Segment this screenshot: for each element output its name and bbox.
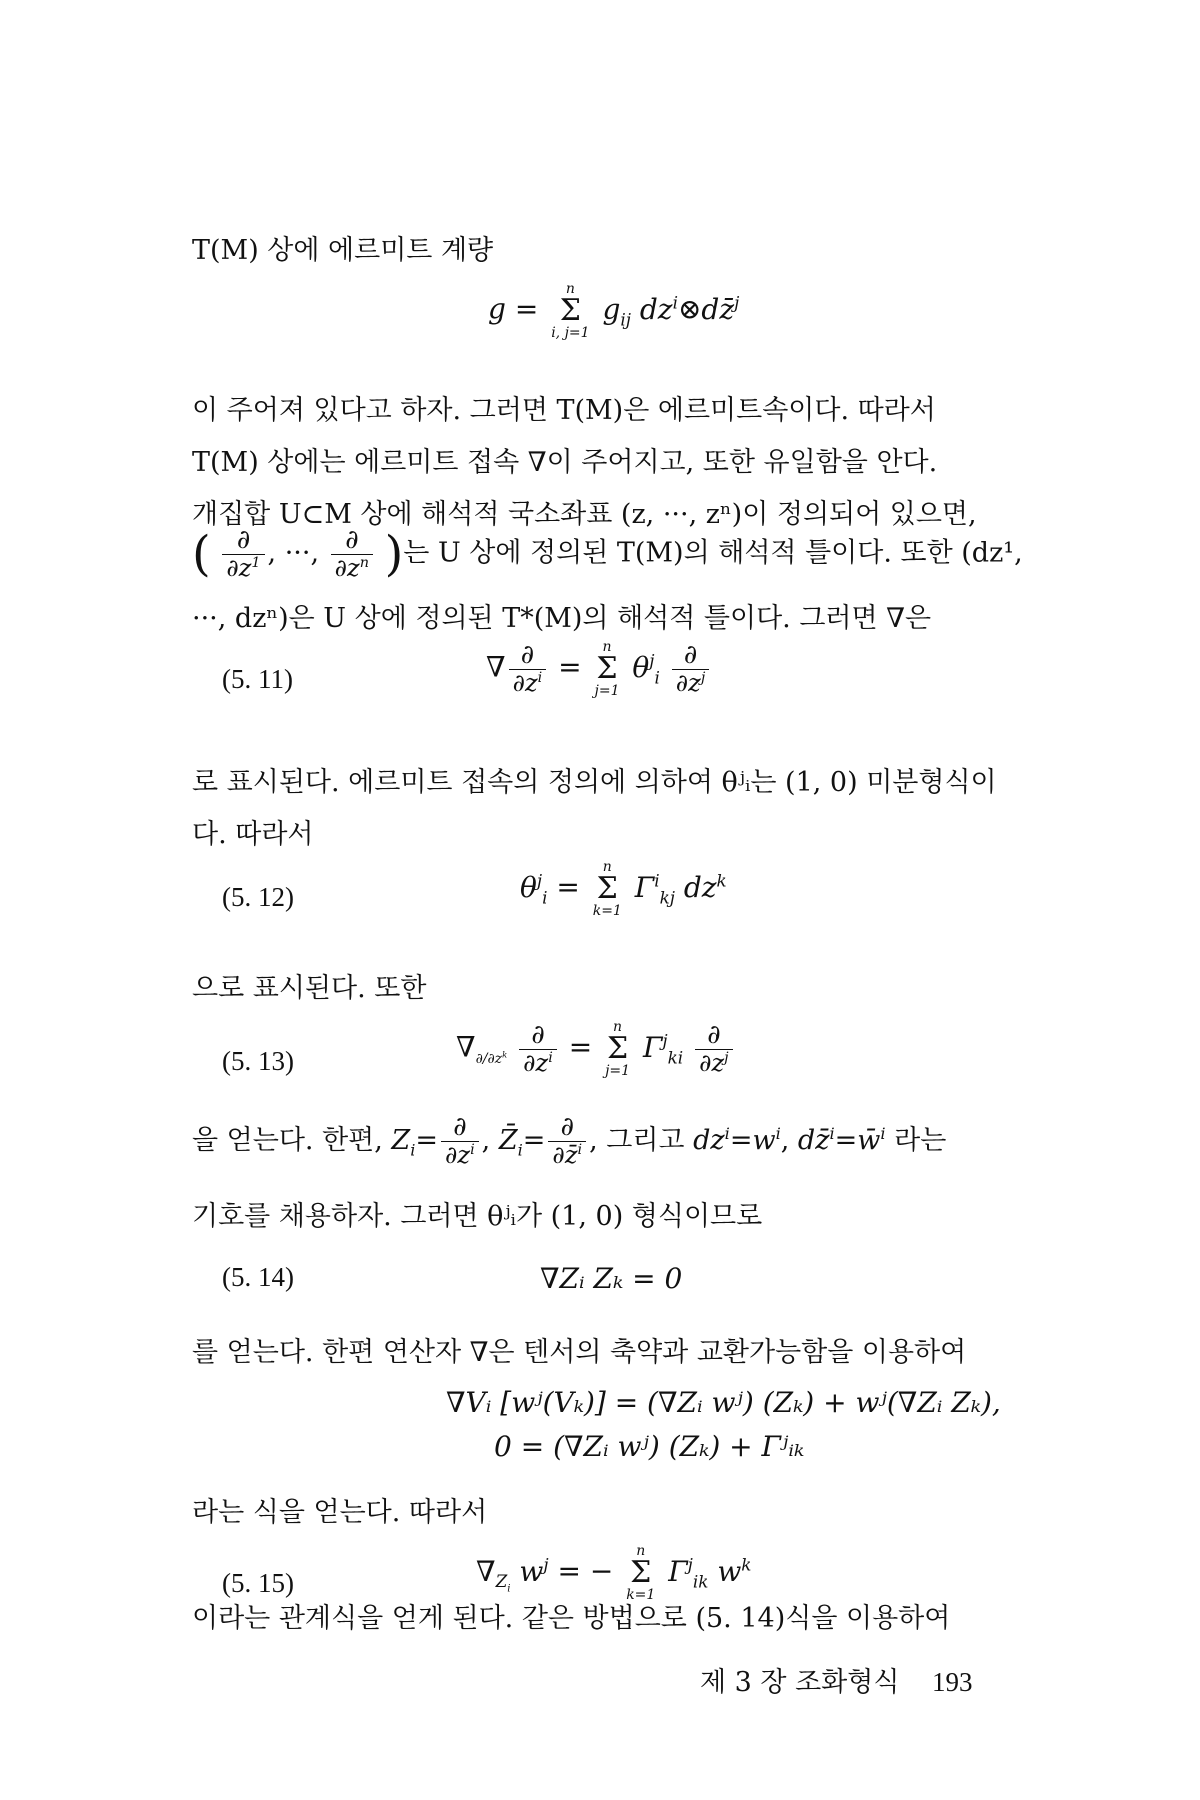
text-line: 기호를 채용하자. 그러면 θʲᵢ가 (1, 0) 형식이므로: [192, 1201, 763, 1232]
contraction-equation-1: ∇Vᵢ [wʲ(Vₖ)] = (∇Zᵢ wʲ) (Zₖ) + wʲ(∇Zᵢ Zₖ),: [446, 1386, 1001, 1419]
text-segment: 을 얻는다. 한편,: [192, 1124, 383, 1156]
equation-5-11: ∇ $\frac{\partial}{\partial z^i}$ = n Σ j=1 $\theta^j_i$ $\frac{\partial}{\partial z^j}$: [486, 640, 712, 698]
text-line: 로 표시된다. 에르미트 접속의 정의에 의하여 θʲᵢ는 (1, 0) 미분형식이: [192, 767, 997, 798]
text-line: ···, dzⁿ)은 U 상에 정의된 T*(M)의 해석적 틀이다. 그러면 ∇은: [192, 603, 932, 634]
equation-number: (5. 13): [222, 1046, 294, 1076]
text-line: 개집합 U⊂M 상에 해석적 국소좌표 (z, ···, zⁿ)이 정의되어 있으면,: [192, 499, 977, 530]
equation-number: (5. 11): [222, 664, 293, 694]
text-segment: 그리고: [606, 1124, 685, 1156]
text-line: T(M) 상에 에르미트 계량: [192, 235, 494, 266]
text-line: 이 주어져 있다고 하자. 그러면 T(M)은 에르미트속이다. 따라서: [192, 395, 936, 426]
text-line: ( $\frac{\partial}{\partial z^1}$ , ···, $\frac{\partial}{\partial z^n}$ )는 U 상에 정의된 T(M)의 해석적 틀이다. 또한 (dz¹,: [192, 524, 1023, 582]
text-line: 을 얻는다. 한편, $Z_i=$ $\frac{\partial}{\partial z^i}$ , $Z̄_i=$ $\frac{\partial}{\partial z̄^i}$ , 그리고 $dz^i=w^i$, dz̄$^i$=w̄$^i$ 라는: [192, 1112, 947, 1170]
page-footer: [700, 1660, 973, 1699]
text-line: 를 얻는다. 한편 연산자 ∇은 텐서의 축약과 교환가능함을 이용하여: [192, 1337, 967, 1368]
equation-5-13: $\nabla_{\partial/\partial z^k}$ $\frac{\partial}{\partial z^i}$ = n Σ j=1 $\Gamma^j_{ki}$ $\frac{\partial}{\partial z^j}$: [456, 1020, 736, 1078]
text-segment: 라는: [894, 1124, 947, 1156]
text-line: 라는 식을 얻는다. 따라서: [192, 1497, 488, 1528]
equation-5-14: ∇Zᵢ Zₖ = 0: [540, 1262, 683, 1295]
equation-5-15: $\nabla_{Z_i}$ $w^j$ = − n Σ k=1 $\Gamma^j_{ik}$ $w^k$: [476, 1543, 752, 1603]
equation-number: (5. 12): [222, 882, 294, 912]
page-number: 193: [932, 1667, 973, 1697]
text-line: 으로 표시된다. 또한: [192, 973, 427, 1004]
contraction-equation-2: 0 = (∇Zᵢ wʲ) (Zₖ) + Γʲᵢₖ: [494, 1430, 805, 1463]
text-line: T(M) 상에는 에르미트 접속 ∇이 주어지고, 또한 유일함을 안다.: [192, 447, 938, 478]
equation-number: (5. 14): [222, 1262, 294, 1292]
text-line: 이라는 관계식을 얻게 된다. 같은 방법으로 (5. 14)식을 이용하여: [192, 1603, 951, 1634]
chapter-title: 제 3 장 조화형식: [700, 1667, 900, 1698]
text-line-tail: 는 U 상에 정의된 T(M)의 해석적 틀이다. 또한 (dz¹,: [403, 537, 1023, 569]
metric-equation: g = n Σ i, j=1 $g_{ij}$ $dz^i\otimes dz̄^j$: [488, 281, 740, 341]
equation-5-12: $\theta^j_i$ = n Σ k=1 $\Gamma^i_{kj}$ $dz^k$: [520, 859, 727, 919]
equation-number: (5. 15): [222, 1568, 294, 1598]
text-line: 다. 따라서: [192, 819, 314, 850]
